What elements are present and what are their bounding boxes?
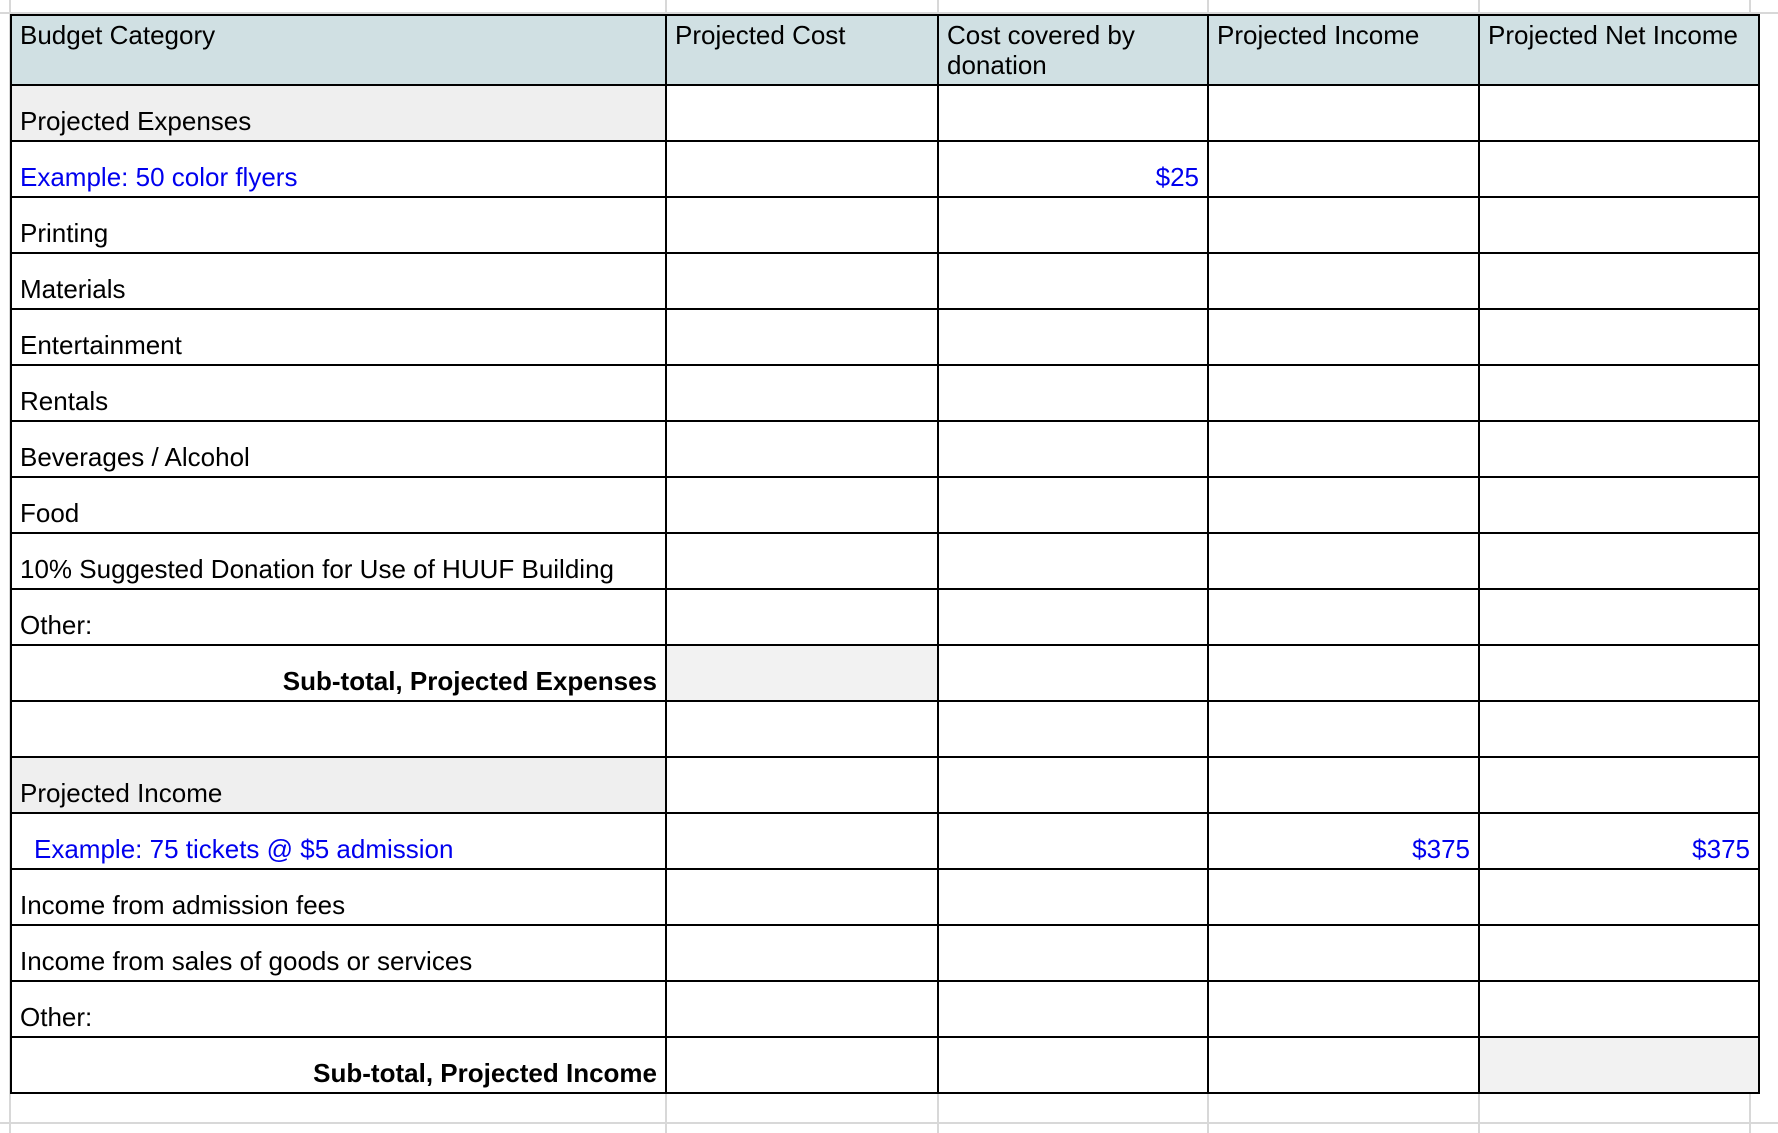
cell[interactable] — [1479, 757, 1759, 813]
income-subtotal-row — [11, 1037, 1759, 1093]
cell[interactable] — [938, 813, 1208, 869]
cell[interactable] — [666, 365, 938, 421]
cell[interactable] — [666, 141, 938, 197]
cell[interactable] — [1208, 757, 1479, 813]
cell[interactable] — [1479, 981, 1759, 1037]
income-example-projected-net-income[interactable]: $375 — [1479, 813, 1759, 869]
cell[interactable] — [1479, 253, 1759, 309]
expenses-example-label[interactable]: Example: 50 color flyers — [11, 141, 666, 197]
cell[interactable] — [1479, 589, 1759, 645]
header-projected-net-income[interactable]: Projected Net Income — [1479, 15, 1759, 85]
cell[interactable] — [1479, 421, 1759, 477]
table-row — [11, 421, 1759, 477]
cell[interactable] — [938, 477, 1208, 533]
cell[interactable] — [1479, 197, 1759, 253]
cell[interactable] — [666, 701, 938, 757]
income-item-label[interactable]: Income from admission fees — [11, 869, 666, 925]
table-row — [11, 533, 1759, 589]
cell[interactable] — [1208, 253, 1479, 309]
cell[interactable] — [938, 533, 1208, 589]
table-row — [11, 197, 1759, 253]
header-row — [11, 15, 1759, 85]
cell[interactable] — [666, 253, 938, 309]
cell[interactable] — [1479, 645, 1759, 701]
header-projected-cost[interactable]: Projected Cost — [666, 15, 938, 85]
cell[interactable] — [938, 645, 1208, 701]
income-item-label[interactable]: Other: — [11, 981, 666, 1037]
cell[interactable] — [1208, 869, 1479, 925]
cell[interactable] — [1208, 925, 1479, 981]
cell[interactable] — [1479, 925, 1759, 981]
table-row — [11, 365, 1759, 421]
cell[interactable] — [938, 869, 1208, 925]
table-row — [11, 589, 1759, 645]
expenses-section-label[interactable]: Projected Expenses — [11, 85, 666, 141]
cell[interactable] — [938, 365, 1208, 421]
cell[interactable] — [11, 701, 666, 757]
table-row — [11, 981, 1759, 1037]
cell[interactable] — [1208, 981, 1479, 1037]
table-row — [11, 925, 1759, 981]
cell[interactable] — [666, 197, 938, 253]
cell[interactable] — [938, 421, 1208, 477]
cell[interactable] — [1479, 1037, 1759, 1093]
cell[interactable] — [1208, 1037, 1479, 1093]
income-section-row — [11, 757, 1759, 813]
cell[interactable] — [666, 757, 938, 813]
income-item-label[interactable]: Income from sales of goods or services — [11, 925, 666, 981]
cell[interactable] — [1208, 533, 1479, 589]
income-subtotal-label[interactable]: Sub-total, Projected Income — [11, 1037, 666, 1093]
expense-item-label[interactable]: Beverages / Alcohol — [11, 421, 666, 477]
cell[interactable] — [1208, 701, 1479, 757]
cell[interactable] — [938, 85, 1208, 141]
table-row — [11, 253, 1759, 309]
cell[interactable] — [1208, 141, 1479, 197]
expense-item-label[interactable]: Printing — [11, 197, 666, 253]
expenses-subtotal-row — [11, 645, 1759, 701]
income-example-label[interactable]: Example: 75 tickets @ $5 admission — [11, 813, 666, 869]
cell[interactable] — [1479, 701, 1759, 757]
cell[interactable] — [666, 981, 938, 1037]
expense-item-label[interactable]: Rentals — [11, 365, 666, 421]
expenses-example-cost-covered[interactable]: $25 — [938, 141, 1208, 197]
expense-item-label[interactable]: Other: — [11, 589, 666, 645]
cell[interactable] — [1208, 85, 1479, 141]
cell[interactable] — [666, 589, 938, 645]
cell[interactable] — [1479, 365, 1759, 421]
cell[interactable] — [1208, 477, 1479, 533]
cell[interactable] — [1479, 141, 1759, 197]
cell[interactable] — [666, 421, 938, 477]
expense-item-label[interactable]: Food — [11, 477, 666, 533]
cell[interactable] — [938, 197, 1208, 253]
header-cost-covered-by-donation[interactable]: Cost covered by donation — [938, 15, 1208, 85]
table-row — [11, 309, 1759, 365]
expense-item-label[interactable]: 10% Suggested Donation for Use of HUUF Building — [11, 533, 666, 589]
cell[interactable] — [938, 757, 1208, 813]
cell[interactable] — [938, 1037, 1208, 1093]
cell[interactable] — [1479, 85, 1759, 141]
cell[interactable] — [666, 925, 938, 981]
cell[interactable] — [666, 1037, 938, 1093]
expense-item-label[interactable]: Entertainment — [11, 309, 666, 365]
budget-table — [10, 14, 1760, 1094]
cell[interactable] — [938, 253, 1208, 309]
cell[interactable] — [666, 869, 938, 925]
cell[interactable] — [1208, 421, 1479, 477]
cell[interactable] — [666, 645, 938, 701]
cell[interactable] — [666, 477, 938, 533]
table-row — [11, 869, 1759, 925]
cell[interactable] — [938, 925, 1208, 981]
cell[interactable] — [666, 533, 938, 589]
expenses-section-row — [11, 85, 1759, 141]
cell[interactable] — [1479, 477, 1759, 533]
table-row — [11, 477, 1759, 533]
cell[interactable] — [938, 981, 1208, 1037]
cell[interactable] — [1479, 869, 1759, 925]
expenses-subtotal-label[interactable]: Sub-total, Projected Expenses — [11, 645, 666, 701]
cell[interactable] — [1208, 197, 1479, 253]
cell[interactable] — [1208, 365, 1479, 421]
income-example-projected-income[interactable]: $375 — [1208, 813, 1479, 869]
cell[interactable] — [1479, 309, 1759, 365]
gridline — [0, 1122, 1778, 1124]
header-projected-income[interactable]: Projected Income — [1208, 15, 1479, 85]
cell[interactable] — [1208, 645, 1479, 701]
expenses-example-row — [11, 141, 1759, 197]
cell[interactable] — [666, 85, 938, 141]
header-budget-category[interactable]: Budget Category — [11, 15, 666, 85]
cell[interactable] — [1479, 533, 1759, 589]
cell[interactable] — [666, 309, 938, 365]
cell[interactable] — [938, 309, 1208, 365]
expense-item-label[interactable]: Materials — [11, 253, 666, 309]
blank-row — [11, 701, 1759, 757]
income-section-label[interactable]: Projected Income — [11, 757, 666, 813]
cell[interactable] — [1208, 589, 1479, 645]
cell[interactable] — [666, 813, 938, 869]
cell[interactable] — [1208, 309, 1479, 365]
income-example-row — [11, 813, 1759, 869]
cell[interactable] — [938, 589, 1208, 645]
cell[interactable] — [938, 701, 1208, 757]
